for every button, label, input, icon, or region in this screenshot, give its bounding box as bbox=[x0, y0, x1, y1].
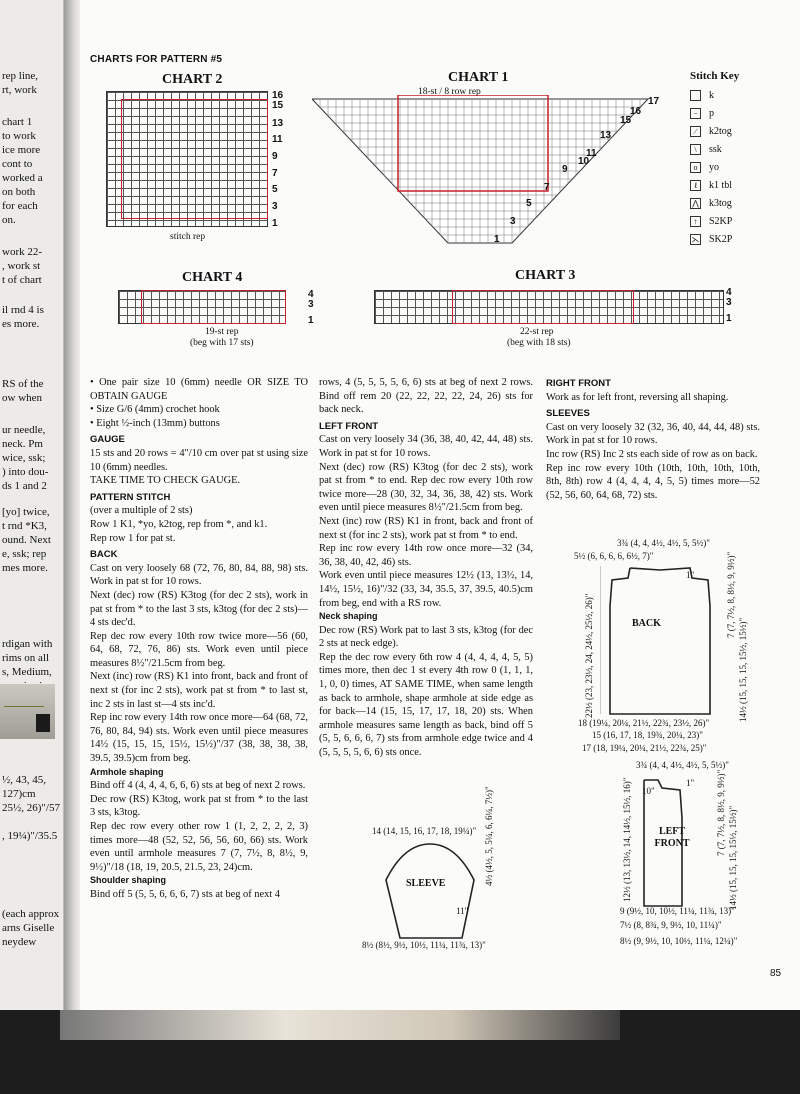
chart4-row-num: 3 bbox=[308, 299, 314, 310]
gauge-check: TAKE TIME TO CHECK GAUGE. bbox=[90, 475, 241, 487]
previous-page-edge bbox=[0, 0, 64, 1010]
chart1-row-num: 7 bbox=[544, 182, 550, 193]
previous-page-text-fragment: [yo] twice, bbox=[2, 506, 50, 518]
back-dim: 15 (16, 17, 18, 19¾, 20¼, 23)" bbox=[592, 730, 703, 740]
neck-text: Rep the dec row every 6th row 4 (4, 4, 4, 4, 5, 5) times more, then dec 1 st every 4th row 0 (1, 1, 1, 1, 0, 0) times, AT SAME TIME, when same length as back to armhole, shape armhole at side edge as for back—14 (15, 15, 17, 17, 18, 20) sts. When armhole measures same length as back, bind off 5 (5, 5, 6, 6, 6, 7) sts from armhole edge twice and 4 (5, 5, 5, 5, 6, 6) sts once. bbox=[319, 651, 533, 759]
stitch-key-item bbox=[690, 176, 739, 194]
previous-page-text-fragment: wice, ssk; bbox=[2, 452, 46, 464]
page-header: CHARTS FOR PATTERN #5 bbox=[90, 54, 223, 65]
back-text: Rep dec row every 10th row twice more—56 (60, 64, 68, 72, 76, 86) sts. Work even until piece measures 8½"/21.5cm from beg. bbox=[90, 630, 308, 669]
stitch-key-item bbox=[690, 194, 739, 212]
material-needle: • One pair size 10 (6mm) needle OR SIZE TO OBTAIN GAUGE bbox=[90, 377, 308, 402]
front-dim: 12½ (13, 13½, 14, 14½, 15½, 16)" bbox=[622, 777, 632, 902]
previous-page-text-fragment: ½, 43, 45, bbox=[2, 774, 46, 786]
back-text: Next (dec) row (RS) K3tog (for dec 2 sts), work in pat st from * to the last 3 sts, k3tog (for dec 2 sts)—4 sts dec'd. bbox=[90, 589, 308, 629]
neck-text: Dec row (RS) Work pat to last 3 sts, k3tog (for dec 2 sts at neck edge). bbox=[319, 624, 533, 650]
stitch-symbol-icon bbox=[690, 90, 701, 101]
stitch-symbol-icon: ⋀ bbox=[690, 198, 701, 209]
stitch-key-label: ssk bbox=[709, 143, 722, 155]
previous-page-text-fragment: ound. Next bbox=[2, 534, 51, 546]
stitch-key-item bbox=[690, 212, 739, 230]
right-front-heading: RIGHT FRONT bbox=[546, 378, 611, 389]
previous-page-text-fragment: cont to bbox=[2, 158, 33, 170]
stitch-key-item bbox=[690, 104, 739, 122]
chart1-title: CHART 1 bbox=[448, 70, 509, 85]
stitch-symbol-icon: \ bbox=[690, 144, 701, 155]
stitch-key-item bbox=[690, 158, 739, 176]
chart3-row-num: 3 bbox=[726, 297, 732, 308]
material-hook: • Size G/6 (4mm) crochet hook bbox=[90, 404, 220, 416]
front-label: LEFT FRONT bbox=[654, 826, 690, 849]
sleeve-dim: 11" bbox=[456, 906, 469, 916]
previous-page-text-fragment: neck. Pm bbox=[2, 438, 43, 450]
chart1-row-num: 13 bbox=[600, 130, 612, 141]
page-number: 85 bbox=[770, 968, 782, 979]
chart2-title: CHART 2 bbox=[162, 72, 223, 87]
front-dim: 7½ (8, 8¾, 9, 9½, 10, 11¼)" bbox=[620, 920, 722, 930]
stitch-key-label: k bbox=[709, 89, 714, 101]
stitch-symbol-icon: ⋋ bbox=[691, 234, 700, 244]
shoulder-text-cont: rows, 4 (5, 5, 5, 5, 6, 6) sts at beg of next 2 rows. Bind off rem 20 (22, 22, 22, 22, 24, 26) sts for back neck. bbox=[319, 377, 533, 416]
sleeve-dim: 14 (14, 15, 16, 17, 18, 19¼)" bbox=[372, 826, 477, 836]
previous-page-text-fragment: es more. bbox=[2, 318, 40, 330]
chart2-rep-box bbox=[121, 99, 268, 219]
back-dim: 5½ (6, 6, 6, 6, 6½, 7)" bbox=[574, 551, 654, 561]
previous-page-text-fragment: rdigan with bbox=[2, 638, 53, 650]
pattern-text: Rep row 1 for pat st. bbox=[90, 532, 176, 544]
back-dim: 3¾ (4, 4, 4½, 4½, 5, 5½)" bbox=[617, 538, 710, 548]
left-front-text: Work even until piece measures 12½ (13, 13½, 14, 14½, 15½, 16)"/32 (33, 34, 35.5, 37, 39.5, 40.5)cm from beg, end with a RS row. bbox=[319, 570, 533, 609]
sleeves-text: Cast on very loosely 32 (32, 36, 40, 44, 44, 48) sts. Work in pat st for 10 rows. bbox=[546, 421, 760, 447]
chart3-row-num: 4 bbox=[726, 287, 732, 298]
right-front-text: Work as for left front, reversing all shaping. bbox=[546, 391, 729, 403]
chart3-rep-label: 22-st rep bbox=[520, 327, 554, 337]
back-label: BACK bbox=[632, 618, 661, 629]
armhole-text: Dec row (RS) K3tog, work pat st from * to the last 3 sts, k3tog. bbox=[90, 793, 308, 819]
chart3-row-num: 1 bbox=[726, 313, 732, 324]
sleeve-dim: 8½ (8½, 9½, 10½, 11¼, 11¾, 13)" bbox=[362, 940, 486, 950]
stitch-key-item bbox=[690, 86, 739, 104]
stitch-symbol-icon: ⁄ bbox=[690, 126, 701, 137]
previous-page-text-fragment: rims on all bbox=[2, 652, 50, 664]
front-dim: 8½ (9, 9½, 10, 10½, 11¼, 12¼)" bbox=[620, 936, 738, 946]
previous-page-text-fragment: ur needle, bbox=[2, 424, 46, 436]
back-text: Rep inc row every 14th row once more—64 (68, 72, 76, 80, 84, 94) sts. Work even until piece measures 14½ (15, 15, 15, 15½, 15½)"/37 (38, 38, 38, 38, 39.5, 39.5)cm from beg. bbox=[90, 712, 308, 765]
back-schematic bbox=[560, 538, 770, 778]
previous-page-text-fragment: t rnd *K3, bbox=[2, 520, 47, 532]
chart1-row-num: 11 bbox=[586, 148, 597, 159]
previous-page-text-fragment: ow when bbox=[2, 392, 43, 404]
chart3-title: CHART 3 bbox=[515, 268, 576, 283]
previous-page-text-fragment: mes more. bbox=[2, 562, 48, 574]
armhole-text: Rep dec row every other row 1 (1, 2, 2, 2, 2, 3) times more—48 (52, 52, 56, 56, 60, 66) sts. Work even until armhole measures 7 (7, 7½, 8, 8½, 9, 9½)"/18 (18, 19, 20.5, 21.5, 23, 24)cm. bbox=[90, 821, 308, 873]
stitch-key-label: yo bbox=[709, 161, 719, 173]
text-column-3 bbox=[546, 374, 760, 502]
chart1-row-num: 9 bbox=[562, 164, 568, 175]
gauge-text: 15 sts and 20 rows = 4"/10 cm over pat st using size 10 (6mm) needles. bbox=[90, 447, 308, 473]
previous-page-text-fragment: ds 1 and 2 bbox=[2, 480, 47, 492]
stitch-key-label: k2tog bbox=[709, 125, 732, 137]
pattern-text: (over a multiple of 2 sts) bbox=[90, 505, 193, 517]
stitch-key-item bbox=[690, 140, 739, 158]
previous-page-text-fragment: for each bbox=[2, 200, 38, 212]
chart1-row-num: 17 bbox=[648, 96, 660, 107]
previous-page-text-fragment: on both bbox=[2, 186, 36, 198]
chart2-row-num: 9 bbox=[272, 151, 278, 162]
left-front-schematic bbox=[600, 760, 760, 950]
chart2-row-num: 15 bbox=[272, 100, 284, 111]
chart2-row-num: 11 bbox=[272, 134, 283, 145]
previous-page-text-fragment: t of chart bbox=[2, 274, 42, 286]
stitch-key-item bbox=[690, 122, 739, 140]
chart1-row-num: 16 bbox=[630, 106, 642, 117]
previous-page-text-fragment: 127)cm bbox=[2, 788, 36, 800]
previous-page-text-fragment: 25½, 26)"/57 bbox=[2, 802, 60, 814]
back-dim: 22½ (23, 23½, 24, 24½, 25½, 26)" bbox=[584, 593, 594, 718]
sleeve-label: SLEEVE bbox=[406, 878, 446, 889]
chart2-row-num: 1 bbox=[272, 218, 278, 229]
shoulder-text: Bind off 5 (5, 5, 6, 6, 6, 7) sts at beg of next 4 bbox=[90, 888, 280, 900]
back-dim: 18 (19¼, 20¼, 21½, 22¾, 23½, 26)" bbox=[578, 718, 710, 728]
front-dim: 7 (7, 7½, 8, 8½, 9, 9½)" bbox=[716, 769, 726, 856]
stitch-key bbox=[690, 70, 739, 248]
previous-page-text-fragment: work 22- bbox=[2, 246, 43, 258]
previous-page-text-fragment: on. bbox=[2, 214, 16, 226]
previous-page-text-fragment: s, Medium, bbox=[2, 666, 52, 678]
previous-page-text-fragment: chart 1 bbox=[2, 116, 33, 128]
chart1-rep-label: 18-st / 8 row rep bbox=[418, 87, 481, 97]
stitch-key-label: S2KP bbox=[709, 215, 733, 227]
front-dim: 10" bbox=[642, 786, 655, 796]
previous-page-text-fragment: worked a bbox=[2, 172, 43, 184]
previous-page-text-fragment: neydew bbox=[2, 936, 37, 948]
chart4-rep-sub: (beg with 17 sts) bbox=[190, 338, 254, 348]
text-column-2 bbox=[319, 376, 533, 760]
chart1-triangle bbox=[312, 95, 650, 247]
back-text: Cast on very loosely 68 (72, 76, 80, 84, 88, 98) sts. Work in pat st for 10 rows. bbox=[90, 562, 308, 588]
previous-page-text-fragment: RS of the bbox=[2, 378, 44, 390]
previous-page-text-fragment: arns Giselle bbox=[2, 922, 55, 934]
previous-page-text-fragment: e, ssk; rep bbox=[2, 548, 47, 560]
chart4-row-num: 4 bbox=[308, 289, 314, 300]
chart1-row-num: 3 bbox=[510, 216, 516, 227]
left-front-text: Rep inc row every 14th row once more—32 (34, 36, 38, 40, 42, 46) sts. bbox=[319, 543, 533, 568]
chart4-rep-label: 19-st rep bbox=[205, 327, 239, 337]
previous-page-text-fragment: il rnd 4 is bbox=[2, 304, 44, 316]
chart4-rep-box bbox=[141, 290, 286, 324]
stitch-key-title: Stitch Key bbox=[690, 70, 740, 82]
shoulder-heading: Shoulder shaping bbox=[90, 875, 167, 886]
pattern-stitch-heading: PATTERN STITCH bbox=[90, 491, 171, 503]
chart2-row-num: 13 bbox=[272, 118, 284, 129]
previous-page-text-fragment: ice more bbox=[2, 144, 41, 156]
chart2-row-num: 16 bbox=[272, 90, 284, 101]
sleeve-schematic bbox=[362, 786, 528, 956]
left-front-text: Next (dec) row (RS) K3tog (for dec 2 sts), work pat st from * to end. Rep dec row every 10th row twice more—28 (30, 32, 34, 36, 38, 42) sts. Work even until piece measures 8½"/21.5cm from beg. bbox=[319, 461, 533, 514]
stitch-symbol-icon: ↑ bbox=[690, 216, 701, 227]
stitch-key-label: p bbox=[709, 107, 714, 119]
chart4-row-num: 1 bbox=[308, 315, 314, 326]
back-dim: 7 (7, 7½, 8, 8½, 9, 9½)" bbox=[726, 551, 736, 638]
stitch-symbol-icon: ℓ bbox=[690, 180, 701, 191]
chart1-row-num: 5 bbox=[526, 198, 532, 209]
left-front-text: Next (inc) row (RS) K1 in front, back and front of next st (for inc 2 sts), work pat st from * to end. bbox=[319, 515, 533, 541]
front-dim: 9 (9½, 10, 10½, 11¼, 11¾, 13)" bbox=[620, 906, 735, 916]
chart2-rep-label: stitch rep bbox=[170, 232, 206, 242]
scan-bottom-edge bbox=[0, 1010, 800, 1094]
gauge-heading: GAUGE bbox=[90, 434, 125, 446]
back-dim: 17 (18, 19¼, 20¼, 21½, 22¾, 25)" bbox=[582, 743, 707, 753]
previous-page-text-fragment: (each approx bbox=[2, 908, 60, 920]
previous-page-text-fragment: , work st bbox=[2, 260, 41, 272]
armhole-heading: Armhole shaping bbox=[90, 766, 164, 777]
chart4-title: CHART 4 bbox=[182, 270, 243, 285]
chart2-row-num: 5 bbox=[272, 184, 278, 195]
previous-page-text-fragment: rt, work bbox=[2, 84, 37, 96]
pattern-text: Row 1 K1, *yo, k2tog, rep from *, and k1. bbox=[90, 518, 268, 530]
previous-page-text-fragment: to work bbox=[2, 130, 36, 142]
chart1-row-num: 1 bbox=[494, 234, 500, 245]
armhole-text: Bind off 4 (4, 4, 4, 6, 6, 6) sts at beg of next 2 rows. bbox=[90, 780, 306, 792]
front-dim: 14½ (15, 15, 15, 15½, 15½)" bbox=[728, 805, 738, 910]
neck-heading: Neck shaping bbox=[319, 611, 378, 622]
sleeves-text: Rep inc row every 10th (10th, 10th, 10th, 10th, 8th, 8th) row 4 (4, 4, 4, 4, 5, 5) times more—52 (52, 56, 60, 64, 68, 72) sts. bbox=[546, 462, 760, 501]
chart1-row-num: 10 bbox=[578, 156, 590, 167]
front-dim: 1" bbox=[686, 778, 695, 788]
chart1-row-num: 15 bbox=[620, 115, 632, 126]
chart2-row-num: 7 bbox=[272, 168, 278, 179]
stitch-symbol-icon: − bbox=[690, 108, 701, 119]
previous-page-text-fragment: , 19¼)"/35.5 bbox=[2, 830, 58, 842]
chart3-rep-sub: (beg with 18 sts) bbox=[507, 338, 571, 348]
back-dim: 14½ (15, 15, 15, 15½, 15½)" bbox=[738, 617, 748, 722]
binding-gutter bbox=[64, 0, 80, 1010]
back-heading: BACK bbox=[90, 549, 118, 561]
sleeve-dim: 4½ (4½, 5, 5¼, 6, 6¼, 7½)" bbox=[484, 786, 494, 886]
text-column-1 bbox=[90, 376, 308, 902]
stitch-key-label: k3tog bbox=[709, 197, 732, 209]
material-buttons: • Eight ½-inch (13mm) buttons bbox=[90, 417, 220, 429]
chart2-row-num: 3 bbox=[272, 201, 278, 212]
chart3-rep-box bbox=[452, 290, 634, 324]
left-front-heading: LEFT FRONT bbox=[319, 420, 379, 432]
sleeves-heading: SLEEVES bbox=[546, 408, 590, 420]
back-dim: 1" bbox=[686, 570, 695, 580]
previous-page-text-fragment: ) into dou- bbox=[2, 466, 49, 478]
stitch-symbol-icon: o bbox=[690, 162, 701, 173]
sleeves-text: Inc row (RS) Inc 2 sts each side of row as on back. bbox=[546, 448, 758, 460]
garment-photo-fragment bbox=[0, 684, 55, 739]
left-front-text: Cast on very loosely 34 (36, 38, 40, 42, 44, 48) sts. Work in pat st for 10 rows. bbox=[319, 434, 533, 459]
front-dim: 3¾ (4, 4, 4½, 4½, 5, 5½)" bbox=[636, 760, 729, 770]
stitch-key-label: k1 tbl bbox=[709, 179, 733, 191]
stitch-key-item bbox=[690, 230, 739, 248]
stitch-key-label: SK2P bbox=[709, 233, 733, 245]
back-text: Next (inc) row (RS) K1 into front, back and front of next st (for inc 2 sts), work pat st from * to last st, inc 2 sts in last st—4 sts inc'd. bbox=[90, 671, 308, 710]
previous-page-text-fragment: rep line, bbox=[2, 70, 39, 82]
